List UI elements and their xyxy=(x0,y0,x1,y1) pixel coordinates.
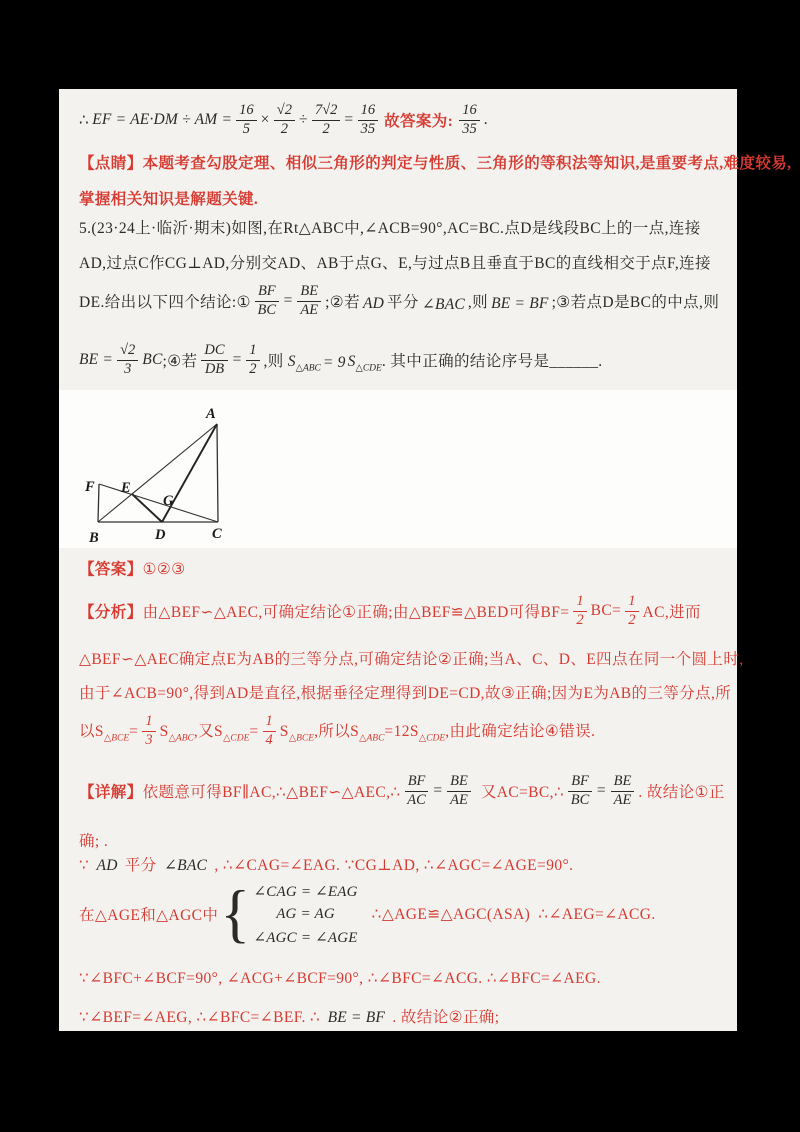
question5-text-3e: ;③若点D是BC的中点,则 xyxy=(551,294,720,311)
fraction-answer-16-35: $\frac{16}{35}$ xyxy=(459,103,480,137)
question5-text-3d: ,则 xyxy=(467,294,489,311)
math-s-cde: $S_{\triangle CDE}$ xyxy=(347,352,382,374)
detail-line-1 xyxy=(79,765,725,817)
math-angle-bac-2: ∠BAC xyxy=(163,857,208,874)
system-eq-1: ∠CAG = ∠EAG xyxy=(253,883,358,900)
equals-sign: = xyxy=(282,292,294,309)
fraction-be-ae-3: $\frac{BE}{AE}$ xyxy=(611,774,635,808)
remark-line-2 xyxy=(79,187,258,209)
detail-line-2 xyxy=(79,829,108,851)
math-be-equals-bf-2: BE = BF xyxy=(327,1009,386,1026)
remark-line-1 xyxy=(79,151,791,173)
math-be-equals-bf: BE = BF xyxy=(491,295,549,312)
answer-label: 【答案】 xyxy=(79,561,143,578)
detail-text-3b: 平分 xyxy=(124,857,157,874)
question5-line-4 xyxy=(79,335,603,385)
analysis-text-4c: $S_{\triangle BCE}$,所以$S_{\triangle ABC}=12S_{\triangle CDE}$,由此确定结论④错误. xyxy=(279,722,596,744)
segment-bf xyxy=(98,484,99,522)
segment-cf xyxy=(99,484,218,522)
question5-text-2: AD,过点C作CG⊥AD,分别交AD、AB于点G、E,与过点B且垂直于BC的直线相交于点F,连接 xyxy=(79,255,711,272)
math-bc: BC xyxy=(142,351,163,368)
remark-label: 【点睛】 xyxy=(79,155,143,172)
fraction-bf-ac: $\frac{BF}{AC}$ xyxy=(405,774,429,808)
detail-system-line xyxy=(79,879,656,949)
analysis-text-1a: 由△BEF∽△AEC,可确定结论①正确;由△BEF≌△BED可得BF= xyxy=(142,604,570,621)
analysis-text-4b: $S_{\triangle ABC}$,又$S_{\triangle CDE}=$ xyxy=(159,722,259,744)
fraction-7sqrt2-2: $\frac{7√2}{2}$ xyxy=(312,103,340,137)
analysis-line-1 xyxy=(79,589,701,633)
detail-text-1c: . 故结论①正 xyxy=(638,784,725,801)
detail-text-6a: ∵∠BEF=∠AEG, ∴∠BFC=∠BEF. ∴ xyxy=(79,1009,321,1026)
vertex-label-c: C xyxy=(212,526,222,542)
fraction-half-b: $\frac{1}{2}$ xyxy=(625,594,638,628)
detail-label: 【详解】 xyxy=(79,784,143,801)
math-ad-2: AD xyxy=(96,857,118,874)
question5-text-1: 5.(23·24上·临沂·期末)如图,在Rt△ABC中,∠ACB=90°,AC=BC.点D是线段BC上的一点,连接 xyxy=(79,220,701,237)
fraction-dc-db: $\frac{DC}{DB}$ xyxy=(201,343,227,377)
fraction-sqrt2-2: $\frac{√2}{2}$ xyxy=(274,103,295,137)
system-prefix: 在△AGE和△AGC中 xyxy=(79,907,219,924)
question5-line-2 xyxy=(79,251,711,273)
analysis-label: 【分析】 xyxy=(79,604,143,621)
fraction-16-5: $\frac{16}{5}$ xyxy=(236,103,257,137)
analysis-line-2 xyxy=(79,647,744,669)
question5-text-3b: ;②若 xyxy=(325,294,360,311)
fraction-1-3: $\frac{1}{3}$ xyxy=(142,714,155,748)
fraction-1-2: $\frac{1}{2}$ xyxy=(246,343,259,377)
segment-ca xyxy=(217,424,218,522)
question5-text-4b: ;④若 xyxy=(162,353,198,370)
document-page xyxy=(59,89,792,1031)
math-s-abc: $S_{\triangle ABC}$ xyxy=(287,352,321,374)
system-conclusion-1: ∴△AGE≌△AGC(ASA) xyxy=(371,905,531,923)
question5-text-4d: . 其中正确的结论序号是______. xyxy=(381,353,603,370)
formula-ef-line xyxy=(79,97,488,143)
fraction-sqrt2-3: $\frac{√2}{3}$ xyxy=(117,343,138,377)
period: . xyxy=(483,111,489,128)
equals-sign-3: = xyxy=(432,782,444,799)
math-equals-9: = 9 xyxy=(322,354,346,371)
detail-text-1b: 又AC=BC,∴ xyxy=(480,784,565,801)
detail-text-5: ∵∠BFC+∠BCF=90°, ∠ACG+∠BCF=90°, ∴∠BFC=∠ACG. ∴∠BFC=∠AEG. xyxy=(79,970,601,987)
fraction-bf-bc: $\frac{BF}{BC}$ xyxy=(255,284,279,318)
vertex-label-f: F xyxy=(85,479,95,495)
because-symbol: ∵ xyxy=(79,857,90,874)
detail-text-2: 确; . xyxy=(79,833,109,850)
system-conclusion-2: ∴∠AEG=∠ACG. xyxy=(538,905,656,923)
remark-text-1: 本题考查勾股定理、相似三角形的判定与性质、三角形的等积法等知识,是重要考点,难度较易, xyxy=(142,155,792,172)
equals-sign-4: = xyxy=(595,782,607,799)
detail-text-1a: 依题意可得BF∥AC,∴△BEF∽△AEC,∴ xyxy=(142,784,401,801)
detail-line-6 xyxy=(79,1005,499,1027)
vertex-label-d: D xyxy=(155,527,166,543)
analysis-text-2: △BEF∽△AEC确定点E为AB的三等分点,可确定结论②正确;当A、C、D、E四点在同一个圆上时, xyxy=(79,651,744,668)
therefore-symbol: ∴ xyxy=(79,111,90,129)
system-eq-2: AG = AG xyxy=(276,905,335,922)
fraction-16-35: $\frac{16}{35}$ xyxy=(358,103,379,137)
analysis-text-1b: BC= xyxy=(590,602,622,619)
analysis-line-3 xyxy=(79,681,731,703)
detail-line-3 xyxy=(79,853,573,875)
fraction-bf-bc-2: $\frac{BF}{BC}$ xyxy=(568,774,592,808)
question5-text-4c: ,则 xyxy=(263,353,284,370)
question5-line-3 xyxy=(79,279,719,323)
fraction-be-ae: $\frac{BE}{AE}$ xyxy=(297,284,321,318)
answer-note-label: 故答案为: xyxy=(384,113,454,130)
ef-expression: EF = AE·DM ÷ AM = xyxy=(92,111,233,128)
equals-sign-2: = xyxy=(231,351,243,368)
math-ad: AD xyxy=(362,295,385,312)
analysis-line-4 xyxy=(79,707,595,755)
segment-ba xyxy=(98,424,217,522)
answer-line xyxy=(79,557,186,579)
vertex-label-a: A xyxy=(206,406,216,422)
system-eq-3: ∠AGC = ∠AGE xyxy=(253,929,358,946)
vertex-label-g: G xyxy=(163,493,174,509)
question5-text-3a: DE.给出以下四个结论:① xyxy=(79,294,251,311)
divide-operator: ÷ xyxy=(299,111,308,128)
multiply-operator: × xyxy=(260,111,270,128)
remark-text-2: 掌握相关知识是解题关键. xyxy=(79,191,259,208)
segment-de xyxy=(132,494,162,522)
vertex-label-e: E xyxy=(121,480,131,496)
math-angle-bac: ∠BAC xyxy=(421,295,465,313)
equals-operator: = xyxy=(344,111,354,128)
fraction-1-4: $\frac{1}{4}$ xyxy=(263,714,276,748)
analysis-text-3: 由于∠ACB=90°,得到AD是直径,根据垂径定理得到DE=CD,故③正确;因为E为AB的三等分点,所 xyxy=(79,685,732,702)
left-brace: { xyxy=(220,877,251,950)
geometry-figure xyxy=(84,402,238,550)
equation-system xyxy=(254,882,358,947)
question5-text-3c: 平分 xyxy=(387,294,419,311)
answer-value: ①②③ xyxy=(142,561,186,578)
detail-text-3c: , ∴∠CAG=∠EAG. ∵CG⊥AD, ∴∠AGC=∠AGE=90°. xyxy=(214,857,574,874)
vertex-label-b: B xyxy=(89,530,99,546)
question5-line-1 xyxy=(79,216,701,238)
fraction-half-a: $\frac{1}{2}$ xyxy=(573,594,586,628)
fraction-be-ae-2: $\frac{BE}{AE}$ xyxy=(447,774,471,808)
analysis-text-4a: 以$S_{\triangle BCE}=$ xyxy=(79,722,139,744)
math-be-equals: BE = xyxy=(79,351,114,368)
detail-text-6b: . 故结论②正确; xyxy=(392,1009,500,1026)
analysis-text-1c: AC,进而 xyxy=(642,604,701,621)
detail-line-5 xyxy=(79,969,601,988)
